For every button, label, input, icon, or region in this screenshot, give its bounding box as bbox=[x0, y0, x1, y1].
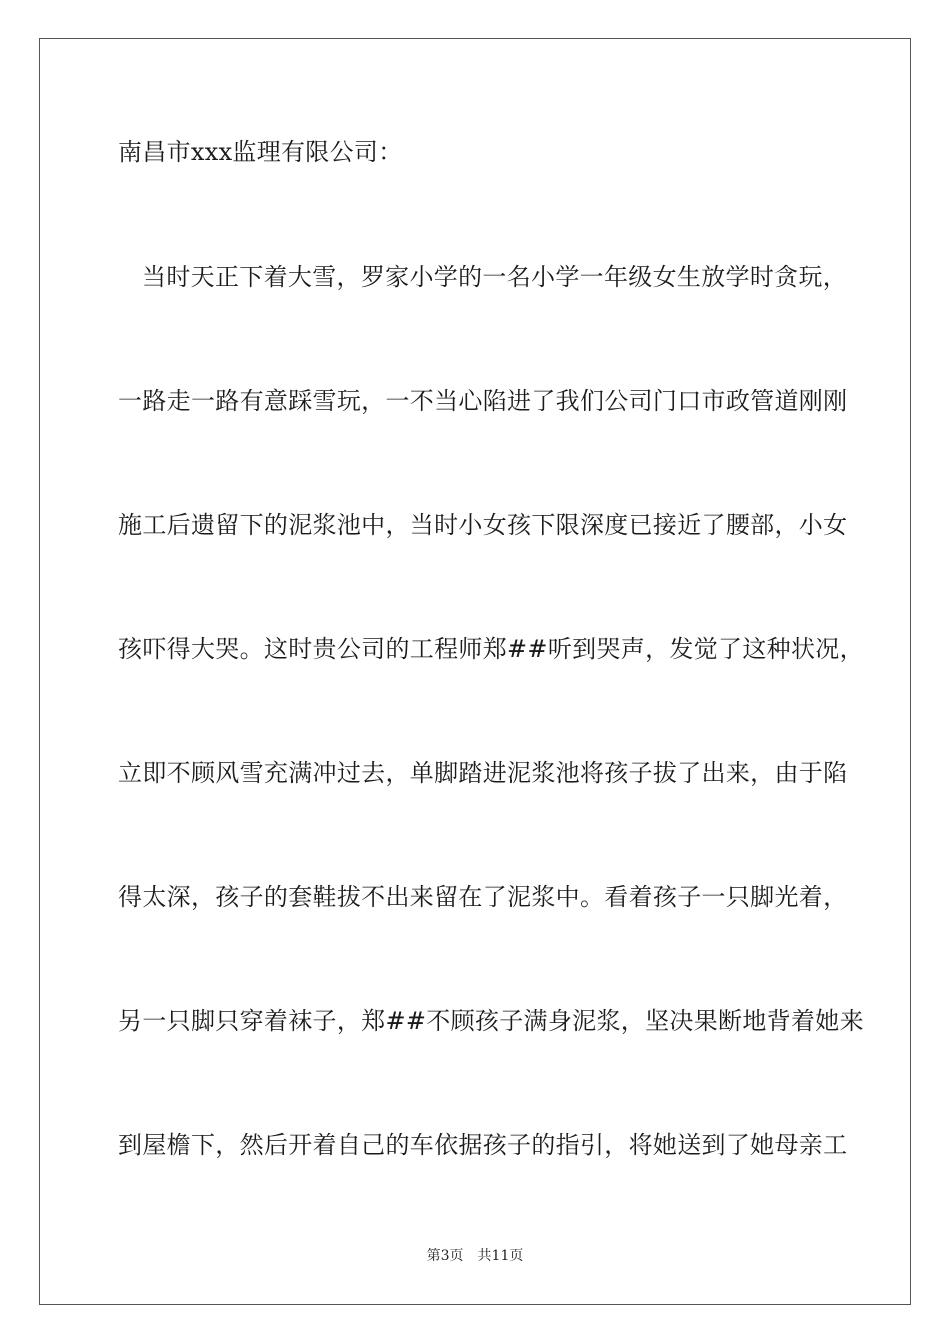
page-footer bbox=[0, 1247, 950, 1265]
paragraph-line: 到 屋 檐 下 ， 然 后 开 着 自 己 的 车 依 据 孩 子 的 指 引 ， 将 她 送 到 了 她 母 亲 工 bbox=[118, 1131, 848, 1159]
paragraph-line: 另 一 只 脚 只 穿 着 袜 子 ， 郑 ## 不 顾 孩 子 满 身 泥 浆 ， 坚 决 果 断 地 背 着 她 来 bbox=[118, 1007, 864, 1035]
salutation: 南昌市xxx监理有限公司： bbox=[118, 138, 403, 166]
paragraph-line: 施 工 后 遗 留 下 的 泥 浆 池 中 ， 当 时 小 女 孩 下 限 深 度 已 接 近 了 腰 部 ， 小 女 bbox=[118, 511, 848, 539]
paragraph-line: 当 时 天 正 下 着 大 雪 ， 罗 家 小 学 的 一 名 小 学 一 年 级 女 生 放 学 时 贪 玩 ， bbox=[142, 263, 848, 291]
paragraph-line: 立 即 不 顾 风 雪 充 满 冲 过 去 ， 单 脚 踏 进 泥 浆 池 将 孩 子 拔 了 出 来 ， 由 于 陷 bbox=[118, 759, 848, 787]
page-frame bbox=[39, 38, 911, 1305]
page-total: 共11页 bbox=[477, 1248, 524, 1264]
paragraph-line: 一 路 走 一 路 有 意 踩 雪 玩 ， 一 不 当 心 陷 进 了 我 们 公 司 门 口 市 政 管 道 刚 刚 bbox=[118, 387, 848, 415]
page-number: 第3页 bbox=[426, 1248, 464, 1264]
paragraph-line: 得 太 深 ， 孩 子 的 套 鞋 拔 不 出 来 留 在 了 泥 浆 中 。 看 着 孩 子 一 只 脚 光 着 ， bbox=[118, 883, 848, 911]
paragraph-line: 孩 吓 得 大 哭 。 这 时 贵 公 司 的 工 程 师 郑 ## 听 到 哭 声 ， 发 觉 了 这 种 状 况 ， bbox=[118, 635, 864, 663]
